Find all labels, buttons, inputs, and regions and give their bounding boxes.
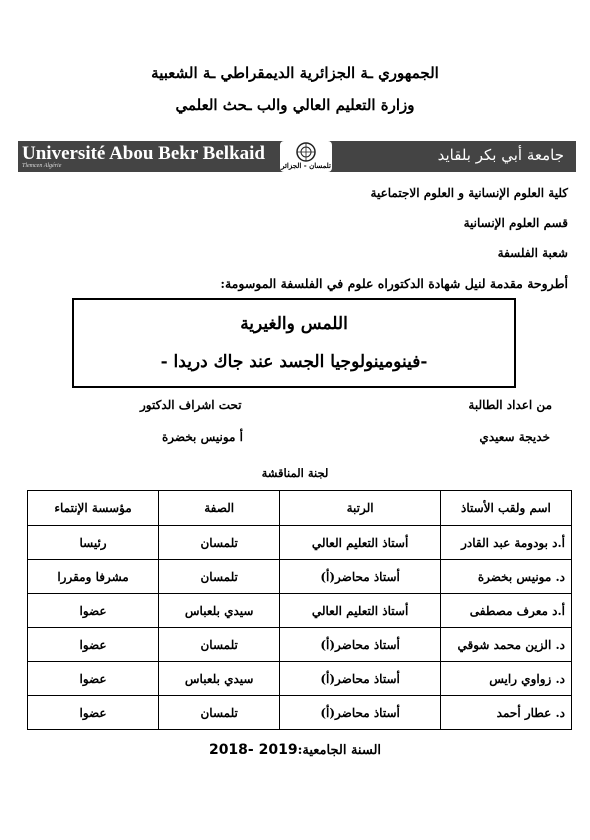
table-row xyxy=(28,526,572,560)
republic-line: الجمهوري ـة الجزائرية الديمقراطي ـة الشعبية xyxy=(151,64,439,82)
jury-title: لجنة المناقشة xyxy=(261,466,329,480)
jury-member-name: د. عطار أحمد xyxy=(440,696,571,730)
university-seal xyxy=(280,141,332,172)
table-row xyxy=(28,662,572,696)
student-label: من اعداد الطالبة xyxy=(468,398,552,412)
jury-table xyxy=(27,490,572,730)
academic-year xyxy=(0,742,590,758)
thesis-subtitle: -فينومينولوجيا الجسد عند جاك دريدا - xyxy=(160,352,428,372)
jury-member-role: عضوا xyxy=(28,696,159,730)
jury-header-row xyxy=(28,491,572,526)
department-name: قسم العلوم الإنسانية xyxy=(463,216,568,230)
academic-year-value: 2018- 2019 xyxy=(208,742,298,758)
jury-member-city: سيدي بلعباس xyxy=(159,594,280,628)
table-row xyxy=(28,560,572,594)
university-name-fr: Université Abou Bekr Belkaid xyxy=(22,143,265,164)
jury-member-name: أ.د معرف مصطفى xyxy=(440,594,571,628)
jury-member-city: تلمسان xyxy=(159,526,280,560)
jury-member-rank: أستاذ محاضر(أ) xyxy=(280,696,441,730)
jury-member-city: سيدي بلعباس xyxy=(159,662,280,696)
ministry-line: وزارة التعليم العالي والب ـحث العلمي xyxy=(175,96,415,114)
jury-member-city: تلمسان xyxy=(159,560,280,594)
thesis-intro: أطروحة مقدمة لنيل شهادة الدكتوراه علوم في الفلسفة الموسومة: xyxy=(220,276,568,291)
header-role: الصفة xyxy=(159,491,280,526)
thesis-title: اللمس والغيرية xyxy=(240,314,348,334)
header-name: اسم ولقب الأستاذ xyxy=(440,491,571,526)
university-name-ar: جامعة أبي بكر بلقايد xyxy=(437,146,564,164)
table-row xyxy=(28,628,572,662)
jury-member-rank: أستاذ التعليم العالي xyxy=(280,526,441,560)
jury-member-rank: أستاذ محاضر(أ) xyxy=(280,628,441,662)
college-name: كلية العلوم الإنسانية و العلوم الاجتماعية xyxy=(370,186,568,200)
jury-member-city: تلمسان xyxy=(159,696,280,730)
jury-member-name: د. مونيس بخضرة xyxy=(440,560,571,594)
header-rank: الرتبة xyxy=(280,491,441,526)
table-row xyxy=(28,594,572,628)
jury-member-rank: أستاذ التعليم العالي xyxy=(280,594,441,628)
branch-name: شعبة الفلسفة xyxy=(497,246,568,260)
jury-member-role: عضوا xyxy=(28,628,159,662)
university-banner xyxy=(18,141,576,172)
jury-member-name: د. الزين محمد شوقي xyxy=(440,628,571,662)
supervisor-label: تحت اشراف الدكتور xyxy=(140,398,242,412)
jury-member-role: عضوا xyxy=(28,662,159,696)
thesis-title-box xyxy=(72,298,516,388)
jury-member-name: د. زواوي رايس xyxy=(440,662,571,696)
academic-year-label: السنة الجامعية: xyxy=(297,743,382,758)
jury-member-role: مشرفا ومقررا xyxy=(28,560,159,594)
seal-caption: تلمسان - الجزائر xyxy=(281,161,331,170)
university-city-fr: Tlemcen Algérie xyxy=(22,163,62,169)
student-name: خديجة سعيدي xyxy=(479,430,550,444)
jury-member-rank: أستاذ محاضر(أ) xyxy=(280,662,441,696)
jury-member-role: رئيسا xyxy=(28,526,159,560)
seal-emblem-icon xyxy=(291,142,321,162)
jury-member-city: تلمسان xyxy=(159,628,280,662)
jury-member-role: عضوا xyxy=(28,594,159,628)
jury-member-name: أ.د بودومة عبد القادر xyxy=(440,526,571,560)
supervisor-name: أ مونيس بخضرة xyxy=(162,430,243,444)
table-row xyxy=(28,696,572,730)
jury-member-rank: أستاذ محاضر(أ) xyxy=(280,560,441,594)
header-institution: مؤسسة الإنتماء xyxy=(28,491,159,526)
